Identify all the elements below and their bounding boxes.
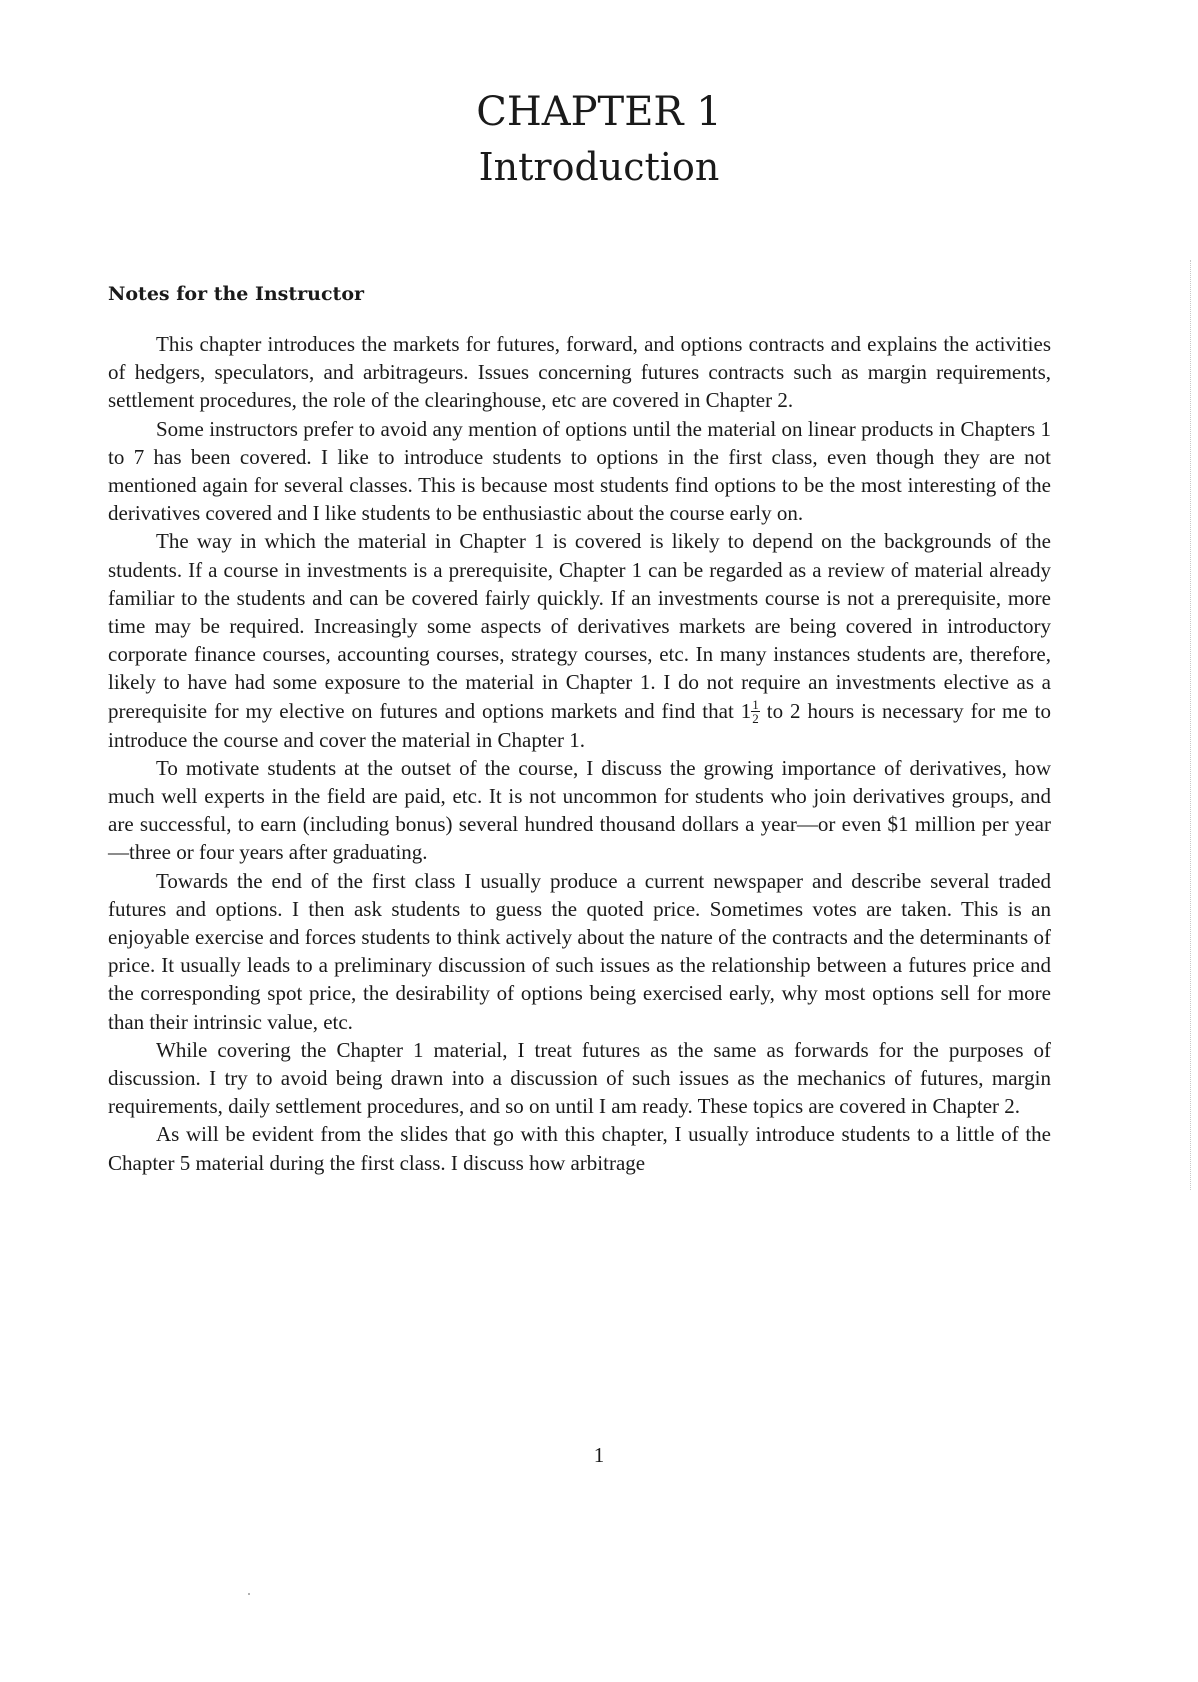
chapter-title: Introduction (478, 145, 720, 189)
paragraph-1: This chapter introduces the markets for futures, forward, and options contracts and explains the activities of hedgers, speculators, and arbitrageurs. Issues concerning futures contracts such as margin requirements, settlement procedures, the role of the clearinghouse, etc are covered in Chapter 2. (108, 332, 1051, 413)
paragraph-4: To motivate students at the outset of the course, I discuss the growing importance of derivatives, how much well experts in the field are paid, etc. It is not uncommon for students who join derivatives groups, and are successful, to earn (including bonus) several hundred thousand dollars a year—or even $1 million per year—three or four years after graduating. (108, 755, 1051, 865)
section-heading: Notes for the Instructor (108, 283, 365, 305)
body-text (108, 330, 1051, 1177)
paragraph-2: Some instructors prefer to avoid any mention of options until the material on linear products in Chapters 1 to 7 has been covered. I like to introduce students to options in the first class, even though they are not mentioned again for several classes. This is because most students find options to be the most interesting of the derivatives covered and I like students to be enthusiastic about the course early on. (108, 416, 1051, 526)
paragraph-3-text-before: The way in which the material in Chapter 1 is covered is likely to depend on the backgrounds of the students. If a course in investments is a prerequisite, Chapter 1 can be regarded as a review of material already familiar to the students and can be covered fairly quickly. If an investments course is not a prerequisite, more time may be required. Increasingly some aspects of derivatives markets are being covered in introductory corporate finance courses, accounting courses, strategy courses, etc. In many instances students are, therefore, likely to have had some exposure to the material in Chapter 1. I do not require an investments elective as a prerequisite for my elective on futures and options markets and find that 1 (108, 529, 1051, 723)
paragraph-3-text-after: to 2 hours is necessary for me to introduce the course and cover the material in Chapter 1. (108, 698, 1052, 752)
paragraph-7: As will be evident from the slides that go with this chapter, I usually introduce students to a little of the Chapter 5 material during the first class. I discuss how arbitrage (108, 1122, 1051, 1175)
scan-edge-mark (1190, 260, 1191, 1190)
fraction-numerator: 1 (752, 697, 759, 713)
scan-speck (248, 1593, 250, 1595)
paragraph-5: Towards the end of the first class I usually produce a current newspaper and describe several traded futures and options. I then ask students to guess the quoted price. Sometimes votes are taken. This is an enjoyable exercise and forces students to think actively about the nature of the contracts and the determinants of price. It usually leads to a preliminary discussion of such issues as the relationship between a futures price and the corresponding spot price, the desirability of options being exercised early, why most options sell for more than their intrinsic value, etc. (108, 868, 1051, 1034)
paragraph-3 (108, 527, 1051, 753)
paragraph-6: While covering the Chapter 1 material, I treat futures as the same as forwards for the purposes of discussion. I try to avoid being drawn into a discussion of such issues as the mechanics of futures, margin requirements, daily settlement procedures, and so on until I am ready. These topics are covered in Chapter 2. (108, 1037, 1051, 1119)
page-number: 1 (593, 1443, 605, 1467)
one-half-fraction (751, 698, 760, 725)
fraction-denominator: 2 (752, 711, 759, 727)
chapter-label: CHAPTER 1 (476, 89, 722, 135)
